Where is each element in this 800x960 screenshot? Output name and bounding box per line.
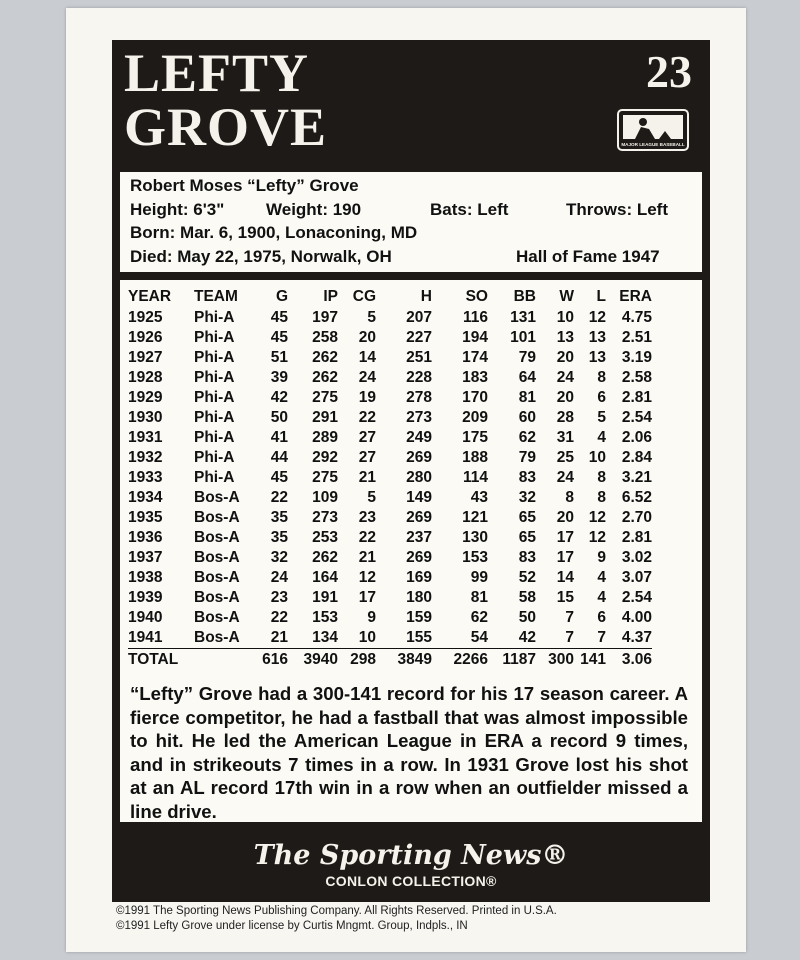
header-year: YEAR (128, 288, 172, 305)
stat-g: 45 (270, 329, 288, 346)
stat-l: 8 (597, 489, 606, 506)
stat-bb: 65 (518, 529, 536, 546)
career-summary-box (120, 678, 702, 822)
card-number: 23 (646, 46, 692, 97)
stat-so: 175 (462, 429, 488, 446)
stat-g: 24 (270, 569, 288, 586)
stat-w: 28 (556, 409, 574, 426)
stat-era: 2.70 (621, 509, 652, 526)
stat-h: 155 (406, 629, 432, 646)
brand-title: The Sporting News® (253, 840, 569, 871)
stat-l: 6 (597, 609, 606, 626)
header-team: TEAM (194, 288, 238, 305)
publisher-brand (112, 840, 710, 890)
stat-so: 209 (462, 409, 488, 426)
stat-bb: 60 (518, 409, 536, 426)
total-cg: 298 (338, 649, 376, 672)
legal-line-1: ©1991 The Sporting News Publishing Company. All Rights Reserved. Printed in U.S.A. (116, 905, 557, 917)
stat-h: 169 (406, 569, 432, 586)
bio-throws: Throws: Left (566, 199, 668, 219)
stat-cg: 22 (358, 529, 376, 546)
bio-born: Born: Mar. 6, 1900, Lonaconing, MD (130, 223, 418, 242)
stat-ip: 153 (312, 609, 338, 626)
stat-l: 8 (597, 369, 606, 386)
stat-era: 2.84 (621, 449, 652, 466)
stat-l: 12 (588, 529, 606, 546)
stat-h: 269 (406, 509, 432, 526)
stat-bb: 79 (518, 449, 536, 466)
stat-l: 7 (597, 629, 606, 646)
stat-era: 2.51 (621, 329, 652, 346)
stat-g: 22 (270, 489, 288, 506)
stat-year: 1925 (128, 309, 163, 326)
stat-h: 249 (406, 429, 432, 446)
stat-era: 4.00 (621, 609, 652, 626)
total-bb: 1187 (488, 649, 536, 672)
stat-h: 228 (406, 369, 432, 386)
stat-so: 153 (462, 549, 488, 566)
stat-w: 24 (556, 469, 574, 486)
stat-h: 149 (406, 489, 432, 506)
stats-row (128, 588, 652, 608)
stat-year: 1938 (128, 569, 163, 586)
stat-g: 44 (270, 449, 288, 466)
stat-ip: 291 (312, 409, 338, 426)
bio-full-name: Robert Moses “Lefty” Grove (130, 176, 359, 195)
stat-team: Bos-A (194, 529, 240, 546)
stat-team: Phi-A (194, 369, 235, 386)
stat-cg: 20 (358, 329, 376, 346)
stat-g: 21 (270, 629, 288, 646)
stat-w: 17 (556, 549, 574, 566)
stat-h: 280 (406, 469, 432, 486)
stat-year: 1927 (128, 349, 163, 366)
stat-w: 20 (556, 349, 574, 366)
brand-subtitle: CONLON COLLECTION® (325, 873, 497, 889)
stat-bb: 42 (518, 629, 536, 646)
stats-header-row (128, 286, 652, 308)
stat-bb: 131 (510, 309, 536, 326)
stat-l: 13 (588, 329, 606, 346)
stat-l: 12 (588, 309, 606, 326)
stat-cg: 5 (367, 489, 376, 506)
stat-team: Phi-A (194, 429, 235, 446)
stat-h: 269 (406, 449, 432, 466)
header-ip: IP (323, 288, 338, 305)
stat-so: 54 (470, 629, 488, 646)
stats-row (128, 428, 652, 448)
stat-cg: 27 (358, 429, 376, 446)
stat-so: 194 (462, 329, 488, 346)
stat-bb: 83 (518, 469, 536, 486)
stat-ip: 292 (312, 449, 338, 466)
stat-h: 159 (406, 609, 432, 626)
stat-era: 2.06 (621, 429, 652, 446)
stat-team: Bos-A (194, 549, 240, 566)
stat-ip: 262 (312, 369, 338, 386)
stat-team: Phi-A (194, 409, 235, 426)
stat-era: 2.54 (621, 409, 652, 426)
stat-l: 4 (597, 589, 606, 606)
stat-team: Bos-A (194, 569, 240, 586)
stat-bb: 64 (518, 369, 536, 386)
stat-h: 278 (406, 389, 432, 406)
header-bb: BB (513, 288, 536, 305)
bio-bats: Bats: Left (430, 199, 509, 219)
stats-total-row (128, 649, 652, 672)
stats-box (120, 280, 702, 678)
stat-team: Bos-A (194, 629, 240, 646)
stats-row (128, 548, 652, 568)
stat-so: 183 (462, 369, 488, 386)
stat-l: 9 (597, 549, 606, 566)
stat-so: 188 (462, 449, 488, 466)
stat-g: 45 (270, 309, 288, 326)
stats-row (128, 348, 652, 368)
stat-cg: 27 (358, 449, 376, 466)
stat-cg: 23 (358, 509, 376, 526)
stats-row (128, 508, 652, 528)
stat-ip: 273 (312, 509, 338, 526)
stat-g: 35 (270, 509, 288, 526)
stat-year: 1932 (128, 449, 163, 466)
stat-cg: 5 (367, 309, 376, 326)
stat-ip: 164 (312, 569, 338, 586)
stat-year: 1940 (128, 609, 163, 626)
stats-row (128, 388, 652, 408)
bio-hall-of-fame: Hall of Fame 1947 (516, 246, 660, 266)
total-label: TOTAL (128, 649, 194, 672)
stat-h: 269 (406, 549, 432, 566)
stat-h: 227 (406, 329, 432, 346)
stat-g: 22 (270, 609, 288, 626)
total-era: 3.06 (606, 649, 652, 672)
stat-bb: 81 (518, 389, 536, 406)
stat-ip: 191 (312, 589, 338, 606)
stat-bb: 101 (510, 329, 536, 346)
stat-l: 5 (597, 409, 606, 426)
stat-ip: 289 (312, 429, 338, 446)
stat-cg: 22 (358, 409, 376, 426)
stat-team: Bos-A (194, 609, 240, 626)
stat-w: 24 (556, 369, 574, 386)
stats-row (128, 368, 652, 388)
stat-year: 1930 (128, 409, 163, 426)
stat-l: 6 (597, 389, 606, 406)
stat-team: Phi-A (194, 469, 235, 486)
stat-w: 10 (556, 309, 574, 326)
stat-l: 12 (588, 509, 606, 526)
header-h: H (420, 288, 432, 305)
header-g: G (275, 288, 288, 305)
total-h: 3849 (376, 649, 432, 672)
stat-so: 99 (470, 569, 488, 586)
stat-w: 13 (556, 329, 574, 346)
stat-cg: 14 (358, 349, 376, 366)
stat-ip: 109 (312, 489, 338, 506)
stat-year: 1928 (128, 369, 163, 386)
stat-g: 51 (270, 349, 288, 366)
bio-died: Died: May 22, 1975, Norwalk, OH (130, 246, 392, 266)
stat-h: 273 (406, 409, 432, 426)
stat-year: 1929 (128, 389, 163, 406)
stat-team: Bos-A (194, 489, 240, 506)
stat-so: 43 (470, 489, 488, 506)
stat-so: 81 (470, 589, 488, 606)
stat-l: 4 (597, 569, 606, 586)
stats-row (128, 448, 652, 468)
stat-era: 2.81 (621, 529, 652, 546)
stat-so: 121 (462, 509, 488, 526)
stat-so: 62 (470, 609, 488, 626)
stat-year: 1939 (128, 589, 163, 606)
stat-ip: 253 (312, 529, 338, 546)
stat-h: 207 (406, 309, 432, 326)
stats-row (128, 488, 652, 508)
stats-row (128, 628, 652, 649)
stat-g: 23 (270, 589, 288, 606)
total-team (194, 649, 242, 672)
stat-bb: 50 (518, 609, 536, 626)
stat-g: 50 (270, 409, 288, 426)
stat-era: 3.07 (621, 569, 652, 586)
stat-era: 3.19 (621, 349, 652, 366)
stat-team: Phi-A (194, 349, 235, 366)
stat-g: 35 (270, 529, 288, 546)
header-w: W (559, 288, 574, 305)
stat-l: 13 (588, 349, 606, 366)
header-so: SO (465, 288, 488, 305)
total-so: 2266 (432, 649, 488, 672)
stat-bb: 58 (518, 589, 536, 606)
stat-g: 32 (270, 549, 288, 566)
stat-g: 42 (270, 389, 288, 406)
stat-cg: 10 (358, 629, 376, 646)
stat-cg: 17 (358, 589, 376, 606)
stat-bb: 79 (518, 349, 536, 366)
stat-team: Phi-A (194, 389, 235, 406)
stat-h: 180 (406, 589, 432, 606)
header-era: ERA (619, 288, 652, 305)
stat-h: 237 (406, 529, 432, 546)
stat-w: 31 (556, 429, 574, 446)
total-w: 300 (536, 649, 574, 672)
stat-team: Bos-A (194, 509, 240, 526)
career-summary-text: “Lefty” Grove had a 300-141 record for his 17 season career. A fierce competitor, he had a fastball that was almost impossible to hit. He led the American League in ERA a record 9 times, and in strikeouts 7 times in a row. In 1931 Grove lost his shot at an AL record 17th win in a row when an outfielder missed a line drive. (130, 683, 688, 822)
stat-year: 1926 (128, 329, 163, 346)
stat-cg: 12 (358, 569, 376, 586)
player-name-first: LEFTY (124, 43, 310, 103)
total-l: 141 (574, 649, 606, 672)
stat-era: 2.81 (621, 389, 652, 406)
stat-w: 20 (556, 389, 574, 406)
stat-team: Phi-A (194, 449, 235, 466)
stat-g: 41 (270, 429, 288, 446)
bio-height: Height: 6'3" (130, 199, 225, 219)
stat-bb: 62 (518, 429, 536, 446)
mlb-logo-text: MAJOR LEAGUE BASEBALL (621, 142, 685, 147)
stat-year: 1936 (128, 529, 163, 546)
player-name-last: GROVE (124, 97, 328, 157)
career-stats-table (128, 286, 652, 671)
bio-box (120, 172, 702, 272)
stats-row (128, 528, 652, 548)
header-l: L (596, 288, 606, 305)
stats-row (128, 308, 652, 328)
legal-line-2: ©1991 Lefty Grove under license by Curtis Mngmt. Group, Indpls., IN (116, 920, 468, 932)
stat-so: 116 (462, 309, 488, 326)
stats-row (128, 568, 652, 588)
stats-row (128, 328, 652, 348)
stat-w: 20 (556, 509, 574, 526)
stat-era: 6.52 (621, 489, 652, 506)
stat-ip: 197 (312, 309, 338, 326)
stat-ip: 258 (312, 329, 338, 346)
stat-cg: 19 (358, 389, 376, 406)
total-ip: 3940 (288, 649, 338, 672)
player-name (124, 43, 328, 157)
stat-l: 8 (597, 469, 606, 486)
stat-team: Phi-A (194, 309, 235, 326)
stat-cg: 21 (358, 549, 376, 566)
stat-year: 1931 (128, 429, 163, 446)
stat-w: 7 (565, 629, 574, 646)
stat-team: Bos-A (194, 589, 240, 606)
stat-so: 174 (462, 349, 488, 366)
stat-l: 10 (588, 449, 606, 466)
legal-text (116, 904, 716, 934)
stat-so: 170 (462, 389, 488, 406)
stat-w: 14 (556, 569, 574, 586)
stats-row (128, 468, 652, 488)
stat-year: 1937 (128, 549, 163, 566)
stat-bb: 83 (518, 549, 536, 566)
stats-row (128, 608, 652, 628)
stat-l: 4 (597, 429, 606, 446)
stat-cg: 21 (358, 469, 376, 486)
stat-g: 39 (270, 369, 288, 386)
stats-row (128, 408, 652, 428)
stat-year: 1941 (128, 629, 163, 646)
stat-year: 1933 (128, 469, 163, 486)
mlb-logo-icon (617, 109, 689, 151)
stat-w: 15 (556, 589, 574, 606)
stat-h: 251 (406, 349, 432, 366)
stat-ip: 275 (312, 469, 338, 486)
stat-bb: 52 (518, 569, 536, 586)
stat-bb: 32 (518, 489, 536, 506)
stat-bb: 65 (518, 509, 536, 526)
stat-era: 2.58 (621, 369, 652, 386)
stat-team: Phi-A (194, 329, 235, 346)
bio-weight: Weight: 190 (266, 199, 362, 219)
stat-w: 17 (556, 529, 574, 546)
stat-so: 114 (462, 469, 488, 486)
stat-w: 25 (556, 449, 574, 466)
stat-year: 1934 (128, 489, 163, 506)
stat-w: 7 (565, 609, 574, 626)
stat-so: 130 (462, 529, 488, 546)
total-g: 616 (242, 649, 288, 672)
stat-era: 2.54 (621, 589, 652, 606)
stat-ip: 262 (312, 349, 338, 366)
stat-year: 1935 (128, 509, 163, 526)
header-cg: CG (352, 288, 376, 305)
stat-ip: 262 (312, 549, 338, 566)
stat-ip: 275 (312, 389, 338, 406)
stat-era: 4.37 (621, 629, 652, 646)
stat-cg: 9 (367, 609, 376, 626)
stat-era: 4.75 (621, 309, 652, 326)
stat-era: 3.21 (621, 469, 652, 486)
stat-era: 3.02 (621, 549, 652, 566)
stat-ip: 134 (312, 629, 338, 646)
stat-w: 8 (565, 489, 574, 506)
stat-g: 45 (270, 469, 288, 486)
stat-cg: 24 (358, 369, 376, 386)
